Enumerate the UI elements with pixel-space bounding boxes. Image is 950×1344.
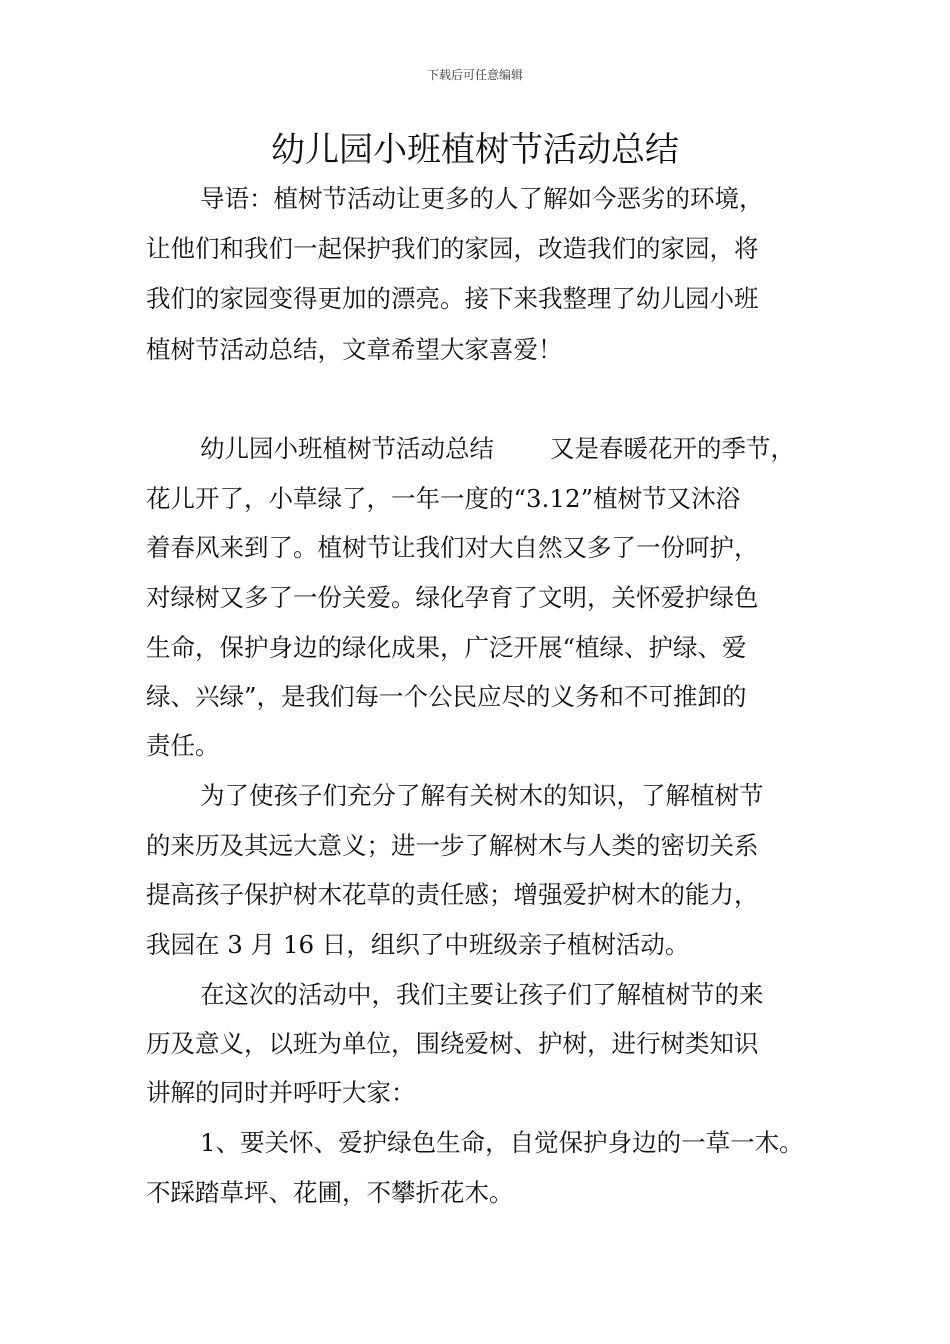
paragraph-line: 绿、兴绿”，是我们每一个公民应尽的义务和不可推卸的 [146,682,747,711]
paragraph-line: 对绿树又多了一份关爱。绿化孕育了文明，关怀爱护绿色 [146,583,759,612]
paragraph-line: 提高孩子保护树木花草的责任感；增强爱护树木的能力， [146,880,759,909]
paragraph-line: 导语：植树节活动让更多的人了解如今恶劣的环境， [200,184,764,213]
section-heading-line [200,432,795,466]
paragraph-line: 花儿开了，小草绿了，一年一度的“3.12”植树节又沐浴 [146,484,741,513]
paragraph-line: 历及意义，以班为单位，围绕爱树、护树，进行树类知识 [146,1029,759,1058]
paragraph-line: 为了使孩子们充分了解有关树木的知识，了解植树节 [200,781,764,810]
paragraph-line: 讲解的同时并呼吁大家： [146,1078,416,1107]
list-item-line: 1、要关怀、爱护绿色生命，自觉保护身边的一草一木。 [200,1128,804,1157]
paragraph-line: 着春风来到了。植树节让我们对大自然又多了一份呵护， [146,533,759,562]
section-heading: 幼儿园小班植树节活动总结 [200,434,494,463]
paragraph-line: 让他们和我们一起保护我们的家园，改造我们的家园，将 [146,234,759,263]
paragraph-line: 植树节活动总结，文章希望大家喜爱！ [146,335,563,364]
paragraph-line: 的来历及其远大意义；进一步了解树木与人类的密切关系 [146,831,759,860]
paragraph-line: 责任。 [146,731,220,760]
document-title: 幼儿园小班植树节活动总结 [271,130,679,170]
paragraph-line: 我们的家园变得更加的漂亮。接下来我整理了幼儿园小班 [146,284,759,313]
paragraph-text: 又是春暖花开的季节， [550,434,795,463]
paragraph-line: 在这次的活动中，我们主要让孩子们了解植树节的来 [200,980,764,1009]
header-note: 下载后可任意编辑 [426,68,523,82]
paragraph-line: 生命，保护身边的绿化成果，广泛开展“植绿、护绿、爱 [146,633,747,662]
paragraph-line: 我园在 3 月 16 日，组织了中班级亲子植树活动。 [146,930,690,959]
list-item-line: 不踩踏草坪、花圃，不攀折花木。 [146,1178,514,1207]
